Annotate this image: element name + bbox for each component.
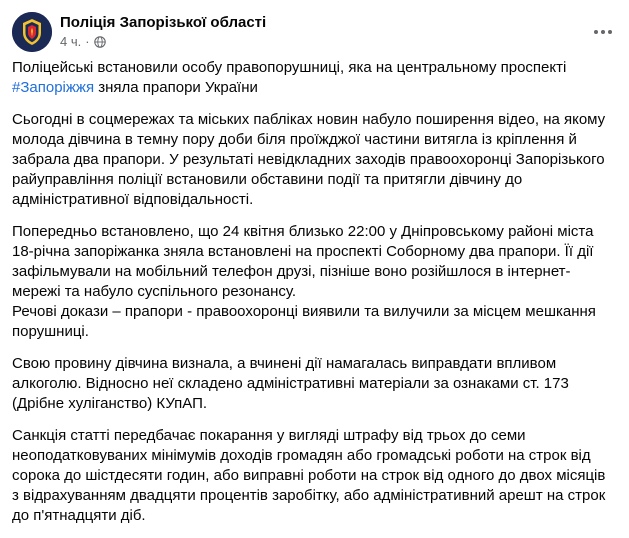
post-meta <box>60 34 106 49</box>
post-time[interactable]: 4 ч. <box>60 34 82 49</box>
post-content <box>12 58 612 538</box>
paragraph-4: Свою провину дівчина визнала, а вчинені дії намагалась виправдати впливом алкоголю. Відносно неї складено адміністративні матеріали за ознаками ст. 173 (Дрібне хуліганство) КУпАП. <box>12 355 569 412</box>
more-options-icon[interactable] <box>589 18 617 46</box>
more-dot <box>594 30 598 34</box>
more-dot <box>608 30 612 34</box>
headline-text-end: зняла прапори України <box>94 79 258 96</box>
headline-text: Поліцейські встановили особу правопорушниці, яка на центральному проспекті <box>12 59 567 76</box>
meta-separator: · <box>85 34 90 49</box>
paragraph-2: Попередньо встановлено, що 24 квітня близько 22:00 у Дніпровському районі міста 18-річна запоріжанка зняла встановлені на проспекті Соборному два прапори. Її дії зафільмували на мобільний телефон друзі, пізніше воно розійшлося в інтернет-мережі та набуло суспільного резонансу. <box>12 223 594 300</box>
paragraph-5: Санкція статті передбачає покарання у вигляді штрафу від трьох до семи неоподатковуваних мінімумів доходів громадян або громадські роботи на строк від сорока до шістдесяти годин, або виправні роботи на строк від одного до двох місяців з відрахуванням двадцяти процентів заробітку, або адміністративний арешт на строк до п'ятнадцяти діб. <box>12 427 606 524</box>
avatar[interactable] <box>12 12 52 52</box>
author-name[interactable]: Поліція Запорізької області <box>60 14 267 31</box>
paragraph-3: Речові докази – прапори - правоохоронці виявили та вилучили за місцем мешкання порушниці. <box>12 303 596 340</box>
post-header <box>12 12 617 52</box>
paragraph-1: Сьогодні в соцмережах та міських пабліках новин набуло поширення відео, на якому молода дівчина в темну пору доби біля проїжджої частини витягла із кріплення й забрала два прапори. У результаті невідкладних заходів правоохоронці Запорізького райуправління поліції встановили обставини події та притягли дівчину до адміністративної відповідальності. <box>12 111 606 208</box>
hashtag-link[interactable]: #Запоріжжя <box>12 79 95 96</box>
globe-icon[interactable] <box>94 36 106 48</box>
police-emblem-icon <box>12 12 52 52</box>
more-dot <box>601 30 605 34</box>
post-headline <box>12 58 612 98</box>
